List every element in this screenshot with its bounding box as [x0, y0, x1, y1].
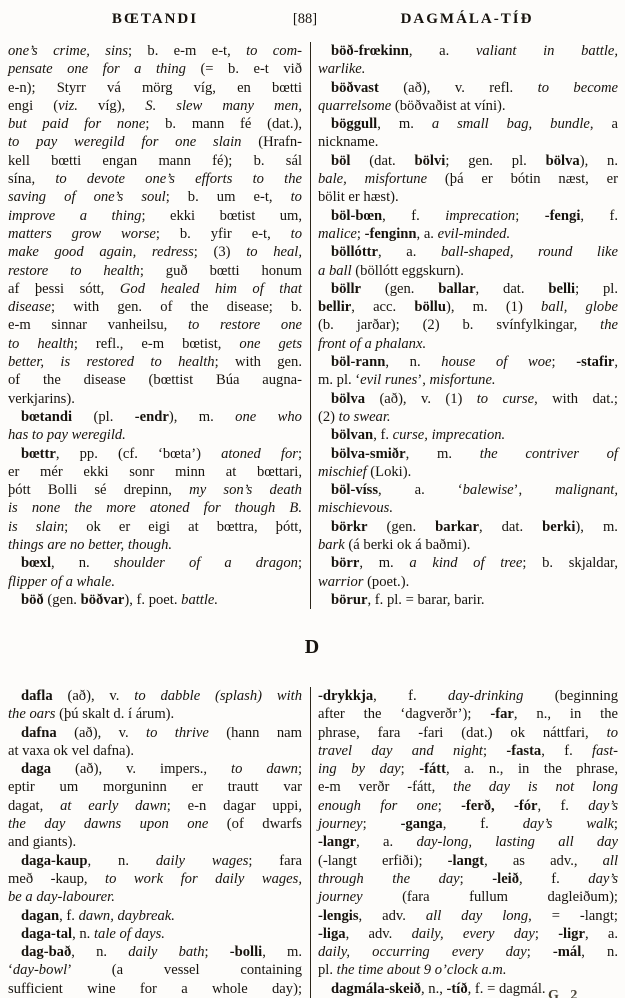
text-line: -lengis, adv. all day long, = -langt;	[318, 907, 618, 924]
text-line: dagat, at early dawn; e-n dagar uppi,	[8, 797, 302, 814]
text-line: to health; refl., e-m bœtist, one gets	[8, 335, 302, 352]
text-line: engi (viz. víg), S. slew many men,	[8, 97, 302, 114]
text-line: is none the more atoned for though B.	[8, 500, 302, 517]
text-line: með -kaup, to work for daily wages,	[8, 870, 302, 887]
text-line: böl (dat. bölvi; gen. pl. bölva), n.	[331, 152, 618, 169]
text-line: warrior (poet.).	[318, 573, 410, 590]
text-line: things are no better, though.	[8, 537, 173, 554]
text-line: dafna (að), v. to thrive (hann nam	[21, 724, 302, 741]
header-left-headword: BŒTANDI	[111, 11, 199, 27]
text-line: börur, f. pl. = barar, barir.	[331, 591, 485, 608]
text-line: sína, to devote one’s efforts to the	[8, 171, 302, 188]
text-line: böllr (gen. ballar, dat. belli; pl.	[331, 280, 618, 297]
text-line: dag-bað, n. daily bath; -bolli, m.	[21, 944, 303, 961]
text-line: ‘day-bowl’ (a vessel containing	[8, 962, 302, 979]
header-right-headword: DAGMÁLA-TÍÐ	[400, 11, 534, 27]
text-line: nickname.	[318, 134, 379, 151]
text-line: e-m sinnar vanheilsu, to restore one	[8, 317, 302, 334]
lower-text-block	[8, 687, 618, 998]
lower-right-column	[318, 687, 618, 998]
text-line: be a day-labourer.	[8, 889, 115, 906]
text-line: pl. the time about 9 o’clock a.m.	[318, 962, 507, 979]
text-line: dafla (að), v. to dabble (splash) with	[21, 688, 302, 704]
text-line: m. pl. ‘evil runes’, misfortune.	[318, 372, 496, 389]
text-line: er mér ekki sonr minn at bœttari,	[8, 463, 302, 480]
text-line: warlike.	[318, 61, 366, 78]
text-line: bölva-smiðr, m. the contriver of	[331, 445, 618, 462]
text-line: daily, occurring every day; -mál, n.	[318, 944, 619, 961]
text-line: -liga, adv. daily, every day; -ligr, a.	[318, 925, 618, 942]
section-letter-d: D	[304, 636, 321, 658]
text-line: phrase, fara -fari (dat.) ok náttfari, to	[318, 724, 618, 741]
text-line: bölvan, f. curse, imprecation.	[331, 427, 506, 444]
text-line: enough for one; -ferð, -fór, f. day’s	[318, 797, 618, 814]
column-rule	[310, 687, 311, 998]
text-line: pensate one for a thing (= b. e-t við	[8, 61, 302, 78]
text-line: saving of one’s soul; b. um e-t, to	[8, 189, 302, 206]
text-line: bölit er hæst).	[318, 189, 399, 206]
text-line: better, is restored to health; with gen.	[8, 354, 302, 371]
text-line: verkjarins).	[8, 390, 75, 407]
text-line: is slain; ok er eigi at bœttra, þótt,	[8, 518, 303, 535]
upper-text-block	[8, 42, 618, 609]
text-line: make good again, redress; (3) to heal,	[8, 244, 303, 261]
text-line: daga-kaup, n. daily wages; fara	[21, 852, 302, 869]
text-line: journey; -ganga, f. day’s walk;	[318, 816, 618, 833]
text-line: but paid for none; b. mann fé (dat.),	[8, 116, 302, 133]
text-line: böl-víss, a. ‘balewise’, malignant,	[331, 482, 618, 499]
text-line: daga (að), v. impers., to dawn;	[21, 761, 303, 778]
text-line: and giants).	[8, 834, 77, 851]
text-line: restore to health; guð bœtti honum	[8, 262, 302, 279]
text-line: sufficient wine for a whole day);	[8, 980, 302, 997]
text-line: the oars (þú skalt d. í árum).	[8, 706, 175, 723]
text-line: flipper of a whale.	[8, 573, 116, 590]
text-line: at vaxa ok vel dafna).	[8, 742, 135, 759]
text-line: börr, m. a kind of tree; b. skjaldar,	[331, 555, 618, 572]
text-line: -langr, a. day-long, lasting all day	[318, 834, 618, 851]
text-line: travel day and night; -fasta, f. fast-	[318, 742, 618, 759]
text-line: eptir um morguninn er trautt var	[8, 779, 302, 796]
text-line: böð-frœkinn, a. valiant in battle,	[331, 43, 618, 59]
text-line: daga-tal, n. tale of days.	[21, 925, 165, 942]
text-line: böð (gen. böðvar), f. poet. battle.	[21, 591, 219, 608]
text-line: bœxl, n. shoulder of a dragon;	[21, 555, 302, 572]
text-line: dagmála-skeið, n., -tíð, f. = dagmál.	[331, 980, 546, 997]
lower-left-column	[8, 687, 302, 998]
text-line: bœtandi (pl. -endr), m. one who	[21, 408, 302, 425]
text-line: (2) to swear.	[318, 408, 391, 425]
text-line: malice; -fenginn, a. evil-minded.	[318, 225, 511, 242]
text-line: after the ‘dagverðr’); -far, n., in the	[318, 706, 619, 723]
text-line: a ball (böllótt eggskurn).	[318, 262, 464, 279]
column-rule	[310, 42, 311, 609]
text-line: böl-rann, n. house of woe; -stafir,	[331, 354, 619, 371]
running-header	[0, 11, 625, 33]
text-line: af þessi sótt, God healed him of that	[8, 280, 302, 297]
text-line: böl-bœn, f. imprecation; -fengi, f.	[331, 207, 618, 224]
text-line: of the disease (bœttist Búa augna-	[8, 372, 302, 389]
text-line: matters grow worse; b. yfir e-t, to	[8, 225, 302, 242]
text-line: bark (á berki ok á baðmi).	[318, 537, 471, 554]
text-line: to pay weregild for one slain (Hrafn-	[8, 134, 302, 151]
text-line: bale, misfortune (þá er bótin næst, er	[318, 171, 619, 188]
text-line: e-n); Styrr vá mörg víg, en bœtti	[8, 79, 302, 96]
text-line: dagan, f. dawn, daybreak.	[21, 907, 175, 924]
upper-left-column	[8, 42, 302, 609]
text-line: the day dawns upon one (of dwarfs	[8, 816, 302, 833]
text-line: one’s crime, sins; b. e-m e-t, to com-	[8, 43, 302, 59]
text-line: kell bœtti engan mann fé); b. sál	[8, 152, 302, 169]
page-number: [88]	[292, 11, 318, 27]
text-line: bœttr, pp. (cf. ‘bœta’) atoned for;	[21, 445, 303, 462]
printer-signature: G 2	[548, 988, 582, 998]
text-line: böggull, m. a small bag, bundle, a	[331, 116, 618, 133]
text-line: disease; with gen. of the disease; b.	[8, 299, 302, 316]
text-line: ing by day; -fátt, a. n., in the phrase,	[318, 761, 619, 778]
text-line: through the day; -leið, f. day’s	[318, 870, 619, 887]
text-line: -drykkja, f. day-drinking (beginning	[318, 688, 618, 704]
text-line: front of a phalanx.	[318, 335, 427, 352]
text-line: böllóttr, a. ball-shaped, round like	[331, 244, 618, 261]
text-line: journey (fara fullum dagleiðum);	[318, 889, 618, 906]
text-line: improve a thing; ekki bœtist um,	[8, 207, 302, 224]
text-line: (-langt erfiði); -langt, as adv., all	[318, 852, 619, 869]
text-line: (b. jarðar); (2) b. svínfylkingar, the	[318, 317, 618, 334]
upper-right-column	[318, 42, 618, 609]
text-line: bölva (að), v. (1) to curse, with dat.;	[331, 390, 618, 407]
text-line: e-m verðr -fátt, the day is not long	[318, 779, 618, 796]
text-line: quarrelsome (böðvaðist at víni).	[318, 97, 506, 114]
text-line: bellir, acc. böllu), m. (1) ball, globe	[318, 299, 618, 316]
text-line: mischief (Loki).	[318, 463, 412, 480]
text-line: þótt Bolli sé drepinn, my son’s death	[8, 482, 302, 499]
text-line: mischievous.	[318, 500, 393, 517]
text-line: börkr (gen. barkar, dat. berki), m.	[331, 518, 618, 535]
text-line: böðvast (að), v. refl. to become	[331, 79, 618, 96]
text-line: has to pay weregild.	[8, 427, 126, 444]
